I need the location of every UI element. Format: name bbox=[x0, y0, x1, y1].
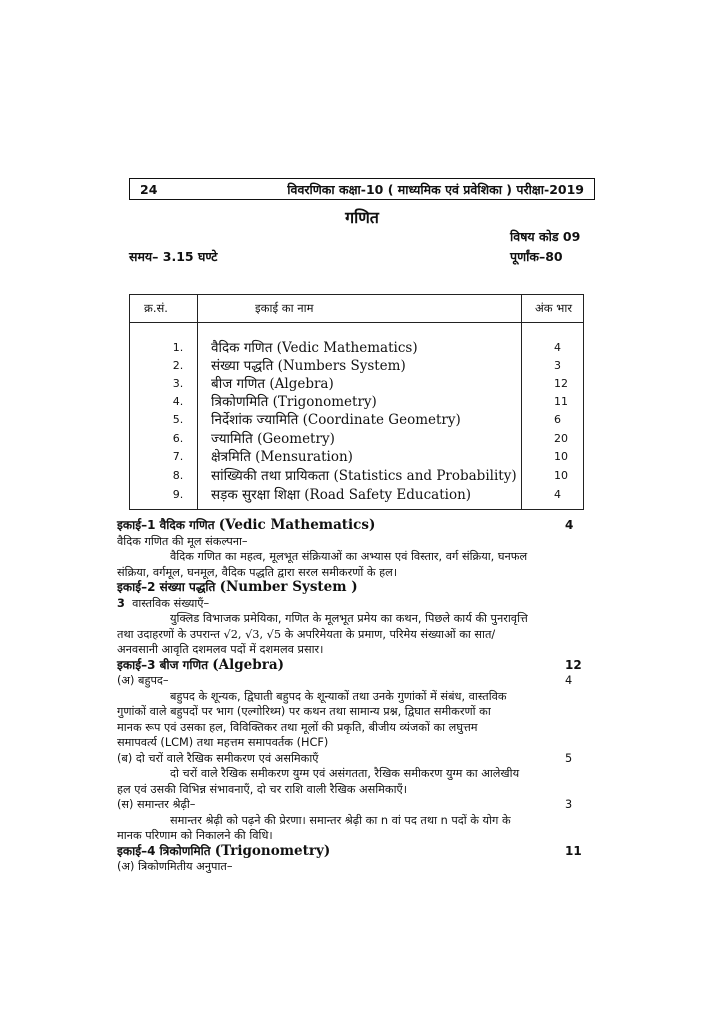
paragraph-line: समापवर्त्य (LCM) तथा महत्तम समापवर्तक (HCF) bbox=[117, 736, 329, 749]
header-unit-name: इकाई का नाम bbox=[255, 301, 314, 315]
unit-title-english: (Trigonometry) bbox=[214, 842, 331, 859]
paragraph-fragment: के अपरिमेयता के प्रमाण, परिमेय संख्याओं का सात/ bbox=[284, 627, 496, 641]
paragraph-line: मानक परिणाम को निकालने की विधि। bbox=[117, 829, 273, 842]
row-name: सांख्यिकी तथा प्रायिकता (Statistics and Probability) bbox=[211, 468, 517, 484]
paragraph-line: गुणांकों वाले बहुपदों पर भाग (एल्गोरिथ्म) पर कथन तथा सामान्य प्रश्न, द्विघात समीकरणों का bbox=[117, 705, 491, 718]
unit-title-hindi: इकाई–4 त्रिकोणमिति bbox=[117, 843, 211, 858]
header-sno: क्र.सं. bbox=[144, 301, 168, 315]
table-divider bbox=[130, 322, 583, 323]
header-weight: अंक भार bbox=[535, 301, 573, 315]
subsection-title: वास्तविक संख्याएँ– bbox=[132, 596, 210, 610]
paragraph-line-with-math bbox=[117, 627, 587, 643]
row-sno: 1. bbox=[172, 341, 184, 354]
row-name: संख्या पद्धति (Numbers System) bbox=[211, 358, 406, 374]
subsection-b bbox=[117, 751, 587, 767]
table-row bbox=[130, 392, 583, 410]
row-sno: 2. bbox=[172, 359, 184, 372]
paragraph-line: अनवसानी आवृति दशमलव पदों में दशमलव प्रसार। bbox=[117, 643, 324, 656]
unit-3-heading bbox=[117, 658, 587, 674]
row-sno: 8. bbox=[172, 469, 184, 482]
row-sno: 5. bbox=[172, 413, 184, 426]
subject-title: गणित bbox=[345, 208, 379, 227]
subsection-marks: 3 bbox=[565, 798, 573, 811]
unit-marks: 11 bbox=[565, 843, 582, 858]
unit-title-hindi: इकाई–3 बीज गणित bbox=[117, 657, 209, 672]
subsection-title: (स) समान्तर श्रेढ़ी– bbox=[117, 798, 196, 811]
max-marks: पूर्णांक–80 bbox=[510, 249, 563, 264]
unit-title-hindi: इकाई–1 वैदिक गणित bbox=[117, 518, 215, 532]
table-row bbox=[130, 466, 583, 484]
table-row bbox=[130, 447, 583, 465]
row-name: क्षेत्रमिति (Mensuration) bbox=[211, 449, 353, 465]
row-name: ज्यामिति (Geometry) bbox=[211, 431, 335, 447]
unit-title-english: (Number System ) bbox=[219, 579, 358, 595]
row-sno: 9. bbox=[172, 488, 184, 501]
row-sno: 4. bbox=[172, 395, 184, 408]
unit-2-heading bbox=[117, 580, 587, 596]
paragraph-fragment: तथा उदाहरणों के उपरान्त bbox=[117, 627, 220, 641]
row-weight: 4 bbox=[554, 488, 561, 501]
page-header bbox=[129, 178, 595, 200]
row-name: सड़क सुरक्षा शिक्षा (Road Safety Education) bbox=[211, 487, 472, 503]
surd-expression: √2, √3, √5 bbox=[223, 627, 282, 641]
subsection-title: (ब) दो चरों वाले रैखिक समीकरण एवं असमिकाएँ bbox=[117, 751, 319, 765]
syllabus-table bbox=[129, 294, 584, 510]
subsection-a bbox=[117, 673, 587, 689]
unit-title-hindi: इकाई–2 संख्या पद्धति bbox=[117, 580, 216, 594]
row-weight: 20 bbox=[554, 432, 568, 445]
subsection-marks: 5 bbox=[565, 751, 573, 765]
row-sno: 6. bbox=[172, 432, 184, 445]
subsection-title: वैदिक गणित की मूल संकल्पना– bbox=[117, 534, 248, 548]
subsection-title: (अ) बहुपद– bbox=[117, 674, 169, 687]
row-sno: 7. bbox=[172, 450, 184, 463]
row-weight: 6 bbox=[554, 413, 561, 426]
row-weight: 10 bbox=[554, 450, 568, 463]
row-name: बीज गणित (Algebra) bbox=[211, 376, 334, 392]
row-name: निर्देशांक ज्यामिति (Coordinate Geometry) bbox=[211, 412, 461, 428]
table-row bbox=[130, 374, 583, 392]
paragraph-line: संक्रिया, वर्गमूल, घनमूल, वैदिक पद्धति द्वारा सरल समीकरणों के हल। bbox=[117, 565, 398, 579]
row-weight: 4 bbox=[554, 341, 561, 354]
row-weight: 3 bbox=[554, 359, 561, 372]
syllabus-content bbox=[117, 518, 587, 875]
row-weight: 10 bbox=[554, 469, 568, 482]
paragraph-line: बहुपद के शून्यक, द्विघाती बहुपद के शून्याकों तथा उनके गुणांकों में संबंध, वास्तविक bbox=[170, 689, 507, 703]
page-number: 24 bbox=[140, 181, 158, 197]
subsection-c bbox=[117, 797, 587, 813]
header-title: विवरणिका कक्षा-10 ( माध्यमिक एवं प्रवेशिका ) परीक्षा-2019 bbox=[287, 181, 584, 197]
row-weight: 12 bbox=[554, 377, 568, 390]
subject-code: विषय कोड 09 bbox=[510, 229, 581, 244]
exam-time: समय– 3.15 घण्टे bbox=[129, 249, 218, 264]
table-row bbox=[130, 356, 583, 374]
unit-title-english: (Vedic Mathematics) bbox=[218, 517, 376, 533]
subsection-title: (अ) त्रिकोणमितीय अनुपात– bbox=[117, 860, 233, 873]
paragraph-line: वैदिक गणित का महत्व, मूलभूत संक्रियाओं का अभ्यास एवं विस्तार, वर्ग संक्रिया, घनफल bbox=[170, 550, 528, 563]
unit-marks: 12 bbox=[565, 657, 582, 672]
paragraph-line: समान्तर श्रेढ़ी को पढ़ने की प्रेरणा। समान्तर श्रेढ़ी का n वां पद तथा n पदों के योग के bbox=[170, 813, 511, 827]
subsection-title-line bbox=[117, 596, 587, 612]
paragraph-line: युक्लिड विभाजक प्रमेयिका, गणित के मूलभूत प्रमेय का कथन, पिछले कार्य की पुनरावृत्ति bbox=[170, 612, 528, 625]
table-row bbox=[130, 429, 583, 447]
row-sno: 3. bbox=[172, 377, 184, 390]
unit-1-heading bbox=[117, 518, 587, 534]
unit-title-english: (Algebra) bbox=[212, 656, 284, 673]
row-name: वैदिक गणित (Vedic Mathematics) bbox=[211, 340, 418, 356]
unit-4-heading bbox=[117, 844, 587, 860]
row-name: त्रिकोणमिति (Trigonometry) bbox=[211, 394, 377, 410]
subsection-marks: 4 bbox=[565, 674, 573, 687]
paragraph-line: मानक रूप एवं उसका हल, विविक्तिकर तथा मूलों की प्रकृति, बीजीय व्यंजकों का लघुत्तम bbox=[117, 720, 478, 734]
table-row bbox=[130, 410, 583, 428]
subsection-number: 3 bbox=[117, 596, 125, 610]
row-weight: 11 bbox=[554, 395, 568, 408]
table-row bbox=[130, 485, 583, 503]
paragraph-line: दो चरों वाले रैखिक समीकरण युग्म एवं असंगतता, रैखिक समीकरण युग्म का आलेखीय bbox=[170, 767, 520, 780]
paragraph-line: हल एवं उसकी विभिन्न संभावनाएँ, दो चर राशि वाली रैखिक असमिकाएँ। bbox=[117, 782, 408, 796]
table-row bbox=[130, 338, 583, 356]
unit-marks: 4 bbox=[565, 518, 574, 532]
